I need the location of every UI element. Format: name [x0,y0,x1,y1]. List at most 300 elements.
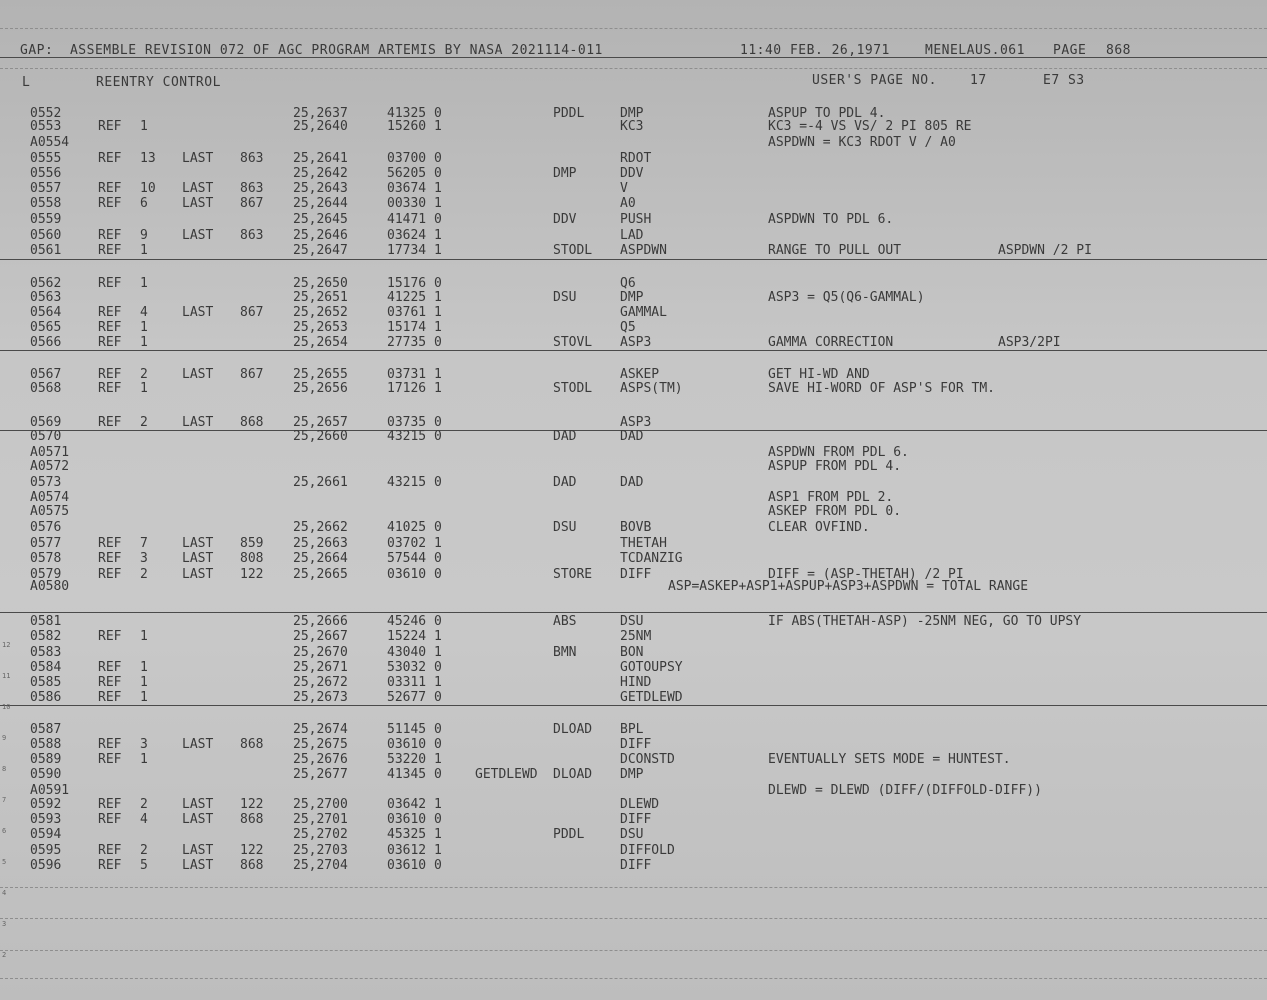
ref-count: 1 [140,690,148,705]
memory-address: 25,2645 [293,212,348,227]
comment: GET HI-WD AND [768,367,870,382]
line-number: 0579 [30,567,62,582]
comment: KC3 =-4 VS VS/ 2 PI 805 RE [768,119,972,134]
ref-tag: REF [98,629,122,644]
operand: BOVB [620,520,652,535]
memory-address: 25,2646 [293,228,348,243]
last-page: 868 [240,858,264,873]
ref-count: 3 [140,551,148,566]
ref-tag: REF [98,415,122,430]
operand: RDOT [620,151,652,166]
opcode: BMN [553,645,577,660]
operand: DDV [620,166,644,181]
last-page: 868 [240,415,264,430]
ref-count: 1 [140,675,148,690]
operand: DMP [620,767,644,782]
octal-code: 41025 0 [387,520,442,535]
memory-address: 25,2655 [293,367,348,382]
opcode: STORE [553,567,593,582]
operand: DIFF [620,737,652,752]
line-number: 0566 [30,335,62,350]
last-page: 122 [240,797,264,812]
ref-count: 1 [140,320,148,335]
ref-tag: REF [98,119,122,134]
line-number: 0570 [30,429,62,444]
section-title: REENTRY CONTROL [96,75,221,90]
ref-count: 1 [140,381,148,396]
operand: ASKEP [620,367,660,382]
ref-tag: REF [98,181,122,196]
octal-code: 45325 1 [387,827,442,842]
comment: IF ABS(THETAH-ASP) -25NM NEG, GO TO UPSY [768,614,1082,629]
comment: DLEWD = DLEWD (DIFF/(DIFFOLD-DIFF)) [768,783,1042,798]
operand: KC3 [620,119,644,134]
octal-code: 41471 0 [387,212,442,227]
ref-tag: REF [98,858,122,873]
octal-code: 56205 0 [387,166,442,181]
ref-count: 4 [140,812,148,827]
operand: Q6 [620,276,636,291]
operand: BON [620,645,644,660]
line-number: 0592 [30,797,62,812]
listing-row [0,228,1267,243]
header-rule [0,57,1267,58]
comment: ASPUP FROM PDL 4. [768,459,902,474]
listing-row [0,212,1267,227]
ref-tag: REF [98,797,122,812]
operand: PUSH [620,212,652,227]
last-tag: LAST [182,196,214,211]
margin-tick: 12 [2,641,11,649]
listing-row [0,305,1267,320]
line-number: 0563 [30,290,62,305]
opcode: STODL [553,243,593,258]
ref-tag: REF [98,675,122,690]
opcode: DAD [553,429,577,444]
last-page: 868 [240,812,264,827]
margin-tick: 7 [2,796,7,804]
fold-line [0,978,1267,979]
octal-code: 03700 0 [387,151,442,166]
last-page: 868 [240,737,264,752]
opcode: DDV [553,212,577,227]
last-tag: LAST [182,858,214,873]
last-page: 867 [240,305,264,320]
page-number: 868 [1106,43,1131,58]
memory-address: 25,2703 [293,843,348,858]
octal-code: 15176 0 [387,276,442,291]
line-number: 0595 [30,843,62,858]
octal-code: 03761 1 [387,305,442,320]
ref-tag: REF [98,551,122,566]
ref-count: 2 [140,843,148,858]
last-page: 863 [240,228,264,243]
ref-tag: REF [98,737,122,752]
last-page: 808 [240,551,264,566]
line-number: 0588 [30,737,62,752]
memory-address: 25,2641 [293,151,348,166]
operand: DMP [620,106,644,121]
line-number: 0565 [30,320,62,335]
memory-address: 25,2700 [293,797,348,812]
margin-tick: 11 [2,672,11,680]
octal-code: 03642 1 [387,797,442,812]
margin-tick: 10 [2,703,11,711]
ref-tag: REF [98,196,122,211]
listing-row [0,722,1267,737]
operand: LAD [620,228,644,243]
ref-count: 9 [140,228,148,243]
ref-count: 2 [140,797,148,812]
ref-count: 2 [140,367,148,382]
listing-row [0,243,1267,258]
operand: DSU [620,827,644,842]
comment-scaling: ASPDWN /2 PI [998,243,1092,258]
octal-code: 03735 0 [387,415,442,430]
octal-code: 03610 0 [387,858,442,873]
ref-tag: REF [98,536,122,551]
octal-code: 17126 1 [387,381,442,396]
memory-address: 25,2674 [293,722,348,737]
comment: ASPDWN = KC3 RDOT V / A0 [768,135,956,150]
listing-row [0,812,1267,827]
last-tag: LAST [182,536,214,551]
code-label: GETDLEWD [475,767,538,782]
octal-code: 15260 1 [387,119,442,134]
listing-row [0,290,1267,305]
ref-count: 1 [140,335,148,350]
octal-code: 03702 1 [387,536,442,551]
octal-code: 43040 1 [387,645,442,660]
octal-code: 43215 0 [387,429,442,444]
listing-row [0,196,1267,211]
operand: DIFF [620,858,652,873]
listing-row [0,445,1267,460]
line-number: 0555 [30,151,62,166]
source-file-name: MENELAUS.061 [925,43,1025,58]
line-number: 0564 [30,305,62,320]
listing-row [0,119,1267,134]
listing-row [0,675,1267,690]
octal-code: 15174 1 [387,320,442,335]
last-page: 859 [240,536,264,551]
octal-code: 51145 0 [387,722,442,737]
operand: BPL [620,722,644,737]
line-number: A0572 [30,459,70,474]
octal-code: 43215 0 [387,475,442,490]
octal-code: 03674 1 [387,181,442,196]
listing-row [0,827,1267,842]
listing-row [0,551,1267,566]
listing-row [0,367,1267,382]
last-tag: LAST [182,228,214,243]
listing-row [0,737,1267,752]
ref-tag: REF [98,660,122,675]
line-number: 0558 [30,196,62,211]
last-tag: LAST [182,415,214,430]
line-number: 0586 [30,690,62,705]
line-number: 0569 [30,415,62,430]
line-number: 0593 [30,812,62,827]
line-number: 0559 [30,212,62,227]
octal-code: 00330 1 [387,196,442,211]
line-number: 0553 [30,119,62,134]
margin-tick: 9 [2,734,7,742]
ref-tag: REF [98,243,122,258]
last-tag: LAST [182,843,214,858]
line-number: A0554 [30,135,70,150]
octal-code: 57544 0 [387,551,442,566]
listing-row [0,660,1267,675]
memory-address: 25,2647 [293,243,348,258]
line-number: 0584 [30,660,62,675]
listing-row [0,429,1267,444]
line-number: 0582 [30,629,62,644]
line-number: 0587 [30,722,62,737]
ref-tag: REF [98,843,122,858]
ref-tag: REF [98,690,122,705]
listing-row [0,752,1267,767]
memory-address: 25,2702 [293,827,348,842]
operand: DMP [620,290,644,305]
memory-address: 25,2664 [293,551,348,566]
listing-row [0,614,1267,629]
ref-tag: REF [98,567,122,582]
line-number: A0580 [30,579,70,594]
last-tag: LAST [182,151,214,166]
memory-address: 25,2640 [293,119,348,134]
listing-title: GAP: ASSEMBLE REVISION 072 OF AGC PROGRAM ARTEMIS BY NASA 2021114-011 [20,43,603,58]
opcode: DSU [553,520,577,535]
comment: GAMMA CORRECTION [768,335,894,350]
octal-code: 41345 0 [387,767,442,782]
ref-count: 1 [140,629,148,644]
line-number: 0560 [30,228,62,243]
users-page-label: USER'S PAGE NO. [812,73,937,88]
octal-code: 03610 0 [387,567,442,582]
operand: THETAH [620,536,667,551]
memory-address: 25,2637 [293,106,348,121]
operand: GOTOUPSY [620,660,683,675]
margin-tick: 8 [2,765,7,773]
fold-line [0,887,1267,888]
opcode: PDDL [553,106,585,121]
ref-tag: REF [98,228,122,243]
listing-row [0,415,1267,430]
listing-row [0,459,1267,474]
margin-tick: 3 [2,920,7,928]
ref-count: 7 [140,536,148,551]
ref-tag: REF [98,381,122,396]
listing-row [0,335,1267,350]
ref-count: 1 [140,119,148,134]
margin-tick: 6 [2,827,7,835]
comment: RANGE TO PULL OUT [768,243,902,258]
operand: HIND [620,675,652,690]
operand: GAMMAL [620,305,667,320]
last-page: 863 [240,181,264,196]
opcode: DLOAD [553,722,593,737]
group-separator [0,350,1267,351]
memory-address: 25,2704 [293,858,348,873]
octal-code: 53220 1 [387,752,442,767]
group-separator [0,705,1267,706]
ref-count: 1 [140,660,148,675]
listing-row [0,475,1267,490]
opcode: DLOAD [553,767,593,782]
line-number: A0571 [30,445,70,460]
operand: A0 [620,196,636,211]
line-number: 0577 [30,536,62,551]
sheet-code: E7 S3 [1043,73,1085,88]
line-number: 0552 [30,106,62,121]
memory-address: 25,2670 [293,645,348,660]
octal-code: 27735 0 [387,335,442,350]
operand: DLEWD [620,797,660,812]
last-page: 863 [240,151,264,166]
ref-count: 4 [140,305,148,320]
opcode: ABS [553,614,577,629]
memory-address: 25,2661 [293,475,348,490]
comment: ASP1 FROM PDL 2. [768,490,894,505]
ref-tag: REF [98,151,122,166]
line-number: 0581 [30,614,62,629]
memory-address: 25,2652 [293,305,348,320]
ref-count: 1 [140,752,148,767]
print-timestamp: 11:40 FEB. 26,1971 [740,43,890,58]
group-separator [0,612,1267,613]
line-number: 0576 [30,520,62,535]
listing-row [0,504,1267,519]
line-number: 0589 [30,752,62,767]
comment: ASPDWN TO PDL 6. [768,212,894,227]
line-number: 0556 [30,166,62,181]
comment: CLEAR OVFIND. [768,520,870,535]
memory-address: 25,2671 [293,660,348,675]
ref-tag: REF [98,812,122,827]
octal-code: 41325 0 [387,106,442,121]
line-number: A0574 [30,490,70,505]
ref-count: 3 [140,737,148,752]
comment: ASPUP TO PDL 4. [768,106,886,121]
users-page-number: 17 [970,73,987,88]
ref-tag: REF [98,335,122,350]
margin-tick: 5 [2,858,7,866]
ref-tag: REF [98,367,122,382]
operand: GETDLEWD [620,690,683,705]
opcode: STOVL [553,335,593,350]
operand: ASP3 [620,415,652,430]
group-separator [0,259,1267,260]
opcode: DAD [553,475,577,490]
line-number: 0557 [30,181,62,196]
margin-tick: 4 [2,889,7,897]
operand: DCONSTD [620,752,675,767]
ref-count: 6 [140,196,148,211]
memory-address: 25,2656 [293,381,348,396]
ref-count: 2 [140,567,148,582]
last-tag: LAST [182,812,214,827]
line-number: 0585 [30,675,62,690]
memory-address: 25,2662 [293,520,348,535]
octal-code: 03624 1 [387,228,442,243]
memory-address: 25,2665 [293,567,348,582]
memory-address: 25,2651 [293,290,348,305]
opcode: DSU [553,290,577,305]
comment: ASPDWN FROM PDL 6. [768,445,909,460]
memory-address: 25,2642 [293,166,348,181]
operand: DIFF [620,812,652,827]
last-tag: LAST [182,797,214,812]
memory-address: 25,2677 [293,767,348,782]
line-number: 0578 [30,551,62,566]
opcode: PDDL [553,827,585,842]
page-label: PAGE [1053,43,1087,58]
listing-row [0,320,1267,335]
octal-code: 03612 1 [387,843,442,858]
listing-row [0,151,1267,166]
memory-address: 25,2663 [293,536,348,551]
comment-wide: ASP=ASKEP+ASP1+ASPUP+ASP3+ASPDWN = TOTAL RANGE [668,579,1029,594]
memory-address: 25,2654 [293,335,348,350]
memory-address: 25,2650 [293,276,348,291]
margin-tick: 2 [2,951,7,959]
octal-code: 03610 0 [387,737,442,752]
last-tag: LAST [182,305,214,320]
memory-address: 25,2657 [293,415,348,430]
operand: Q5 [620,320,636,335]
operand: TCDANZIG [620,551,683,566]
comment-scaling: ASP3/2PI [998,335,1061,350]
memory-address: 25,2643 [293,181,348,196]
listing-row [0,858,1267,873]
memory-address: 25,2660 [293,429,348,444]
ref-tag: REF [98,320,122,335]
operand: DIFFOLD [620,843,675,858]
octal-code: 17734 1 [387,243,442,258]
comment: EVENTUALLY SETS MODE = HUNTEST. [768,752,1011,767]
listing-row [0,629,1267,644]
listing-row [0,690,1267,705]
operand: DIFF [620,567,652,582]
fold-line [0,28,1267,29]
listing-row [0,536,1267,551]
listing-row [0,843,1267,858]
opcode: DMP [553,166,577,181]
memory-address: 25,2667 [293,629,348,644]
operand: 25NM [620,629,652,644]
listing-row [0,767,1267,782]
memory-address: 25,2675 [293,737,348,752]
octal-code: 53032 0 [387,660,442,675]
octal-code: 52677 0 [387,690,442,705]
octal-code: 03311 1 [387,675,442,690]
operand: DAD [620,475,644,490]
line-number: 0568 [30,381,62,396]
octal-code: 45246 0 [387,614,442,629]
memory-address: 25,2673 [293,690,348,705]
operand: ASPS(TM) [620,381,683,396]
opcode: STODL [553,381,593,396]
listing-row [0,381,1267,396]
operand: ASPDWN [620,243,667,258]
ref-count: 5 [140,858,148,873]
operand: V [620,181,628,196]
operand: DAD [620,429,644,444]
ref-count: 13 [140,151,156,166]
line-number: 0573 [30,475,62,490]
line-number: A0575 [30,504,70,519]
